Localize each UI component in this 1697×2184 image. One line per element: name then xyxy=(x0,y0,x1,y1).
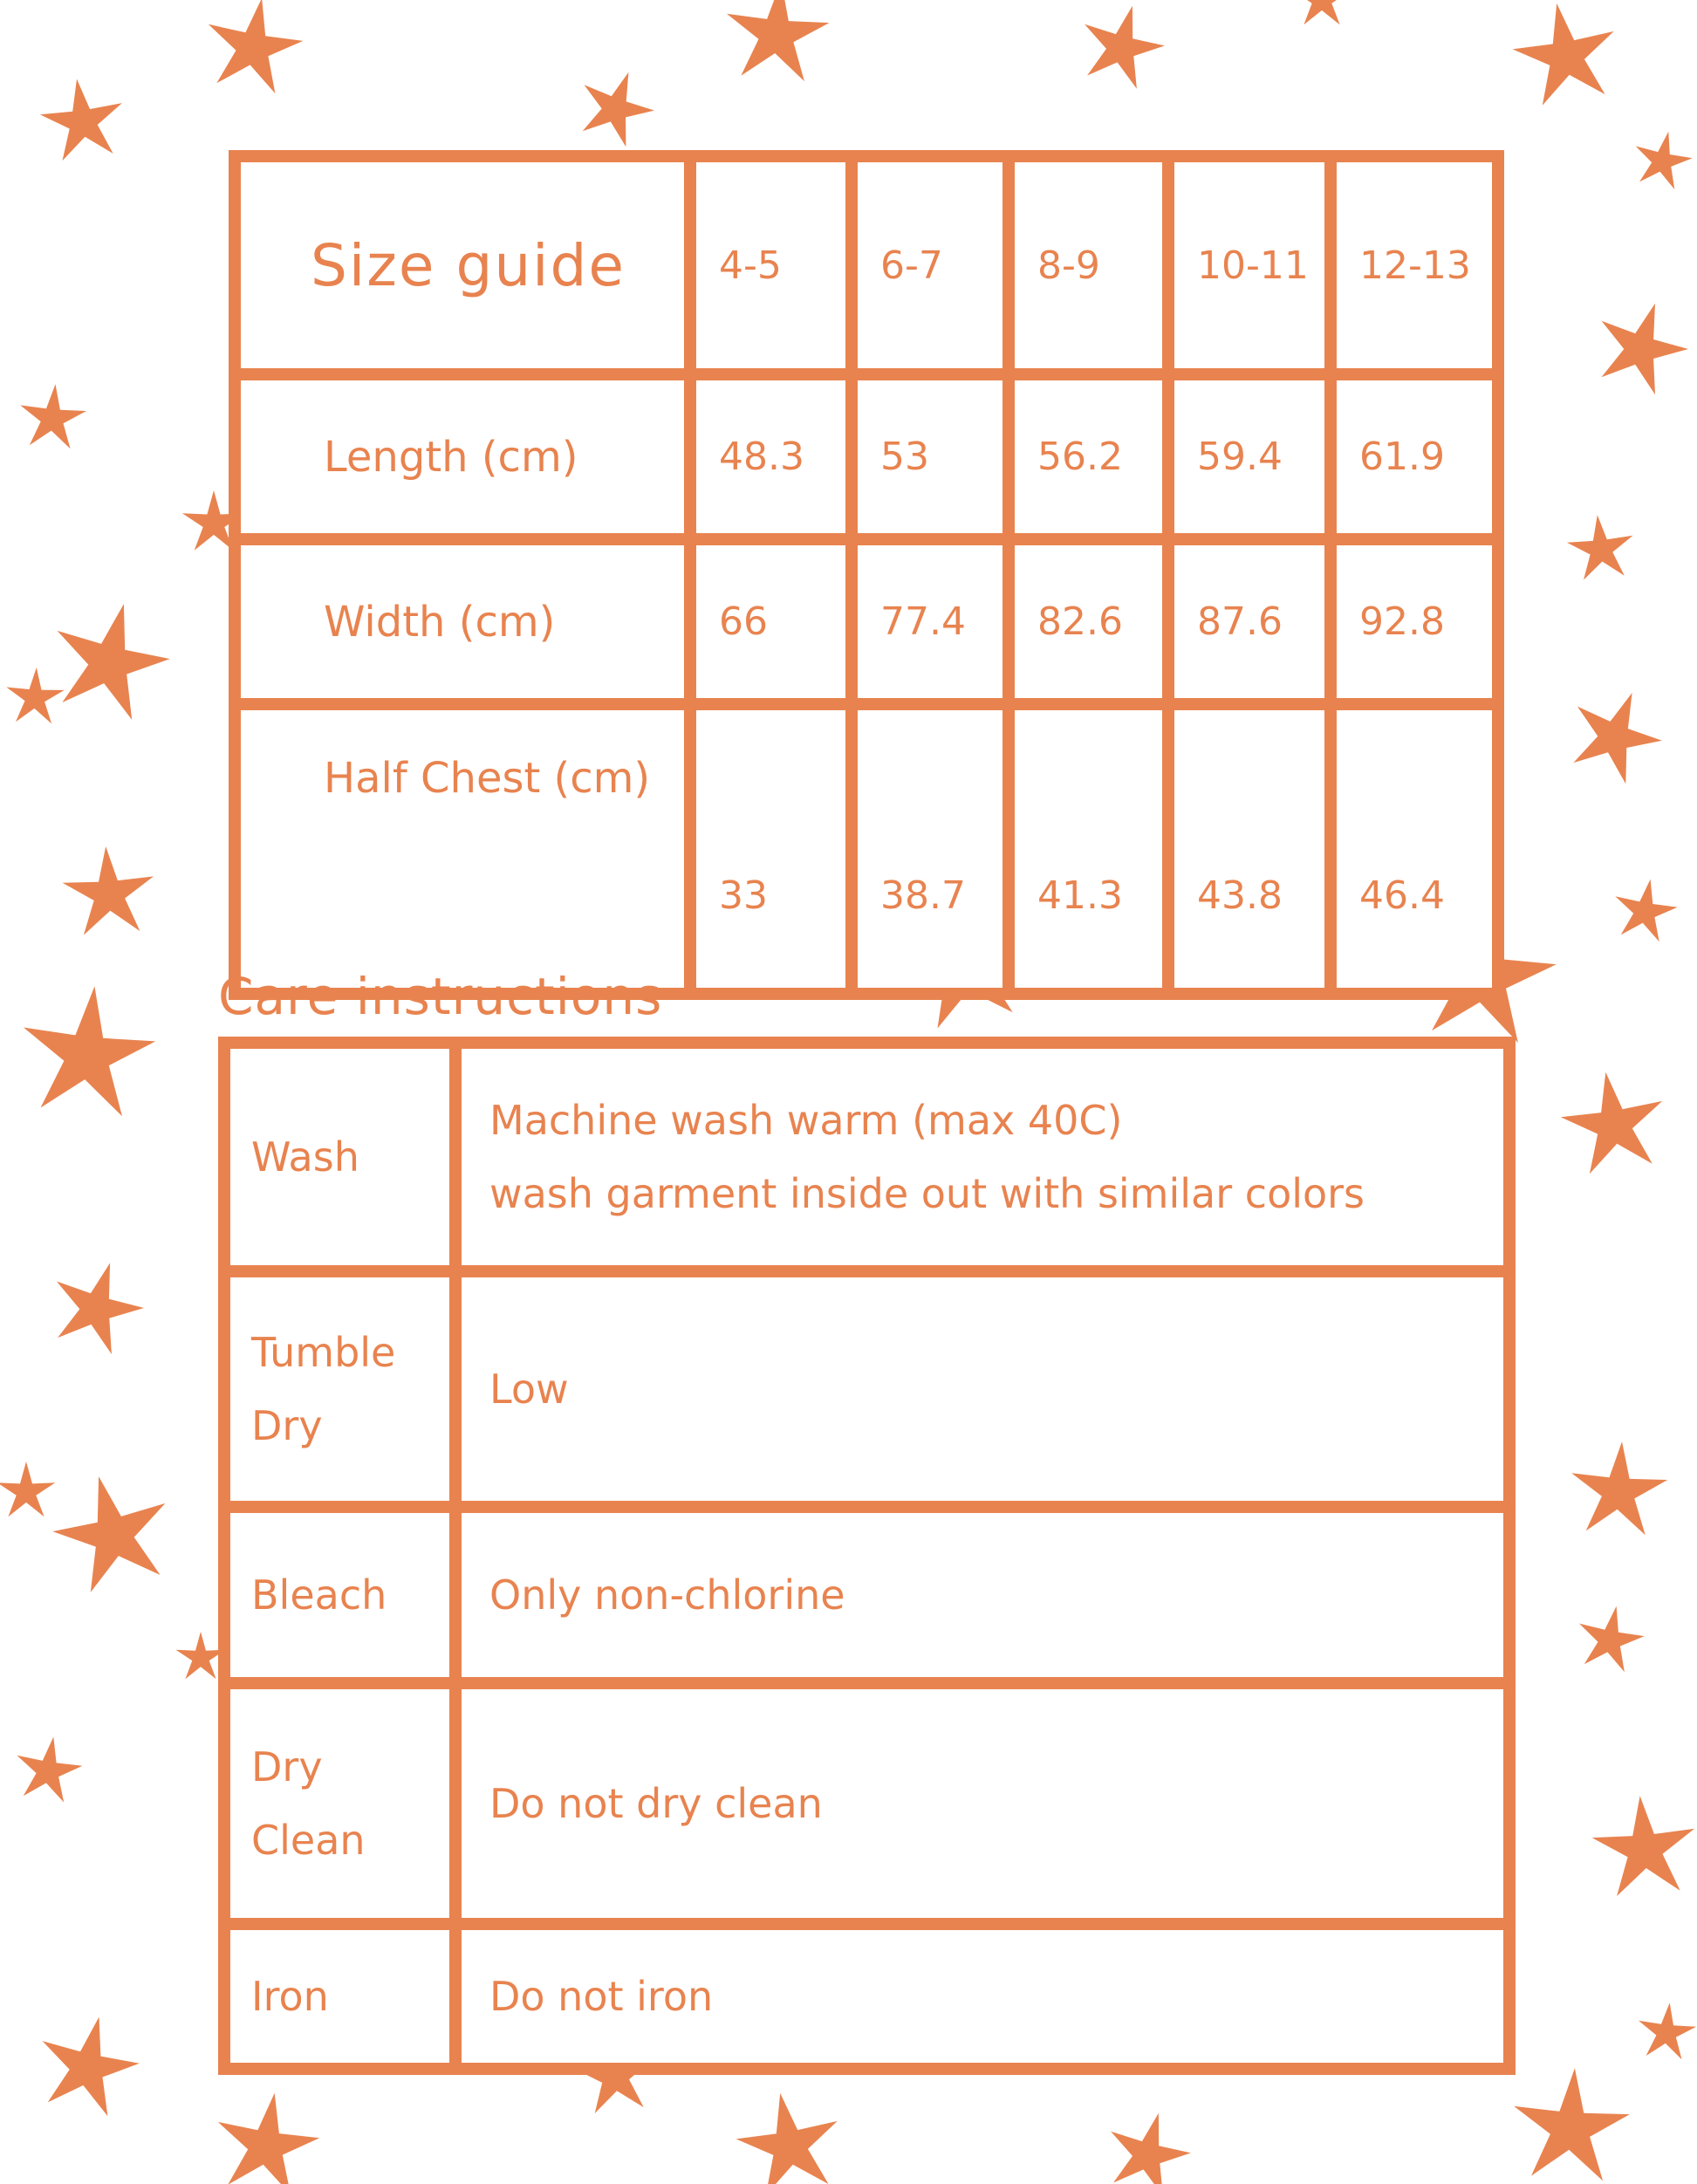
size-row-width xyxy=(235,539,1498,704)
star-icon xyxy=(0,1462,55,1516)
star-icon xyxy=(63,846,154,935)
size-value: 33 xyxy=(690,704,852,994)
star-icon xyxy=(209,0,304,93)
star-icon xyxy=(1592,1796,1695,1896)
care-value xyxy=(455,1271,1509,1507)
size-guide-title: Size guide xyxy=(235,156,690,374)
star-icon xyxy=(1579,1606,1645,1673)
care-label-line: Dry xyxy=(251,1402,323,1449)
size-value: 92.8 xyxy=(1331,539,1498,704)
care-value xyxy=(455,1683,1509,1924)
star-icon xyxy=(727,0,830,81)
care-value xyxy=(455,1507,1509,1683)
star-icon xyxy=(40,79,122,161)
size-value: 61.9 xyxy=(1331,374,1498,539)
size-value: 59.4 xyxy=(1168,374,1331,539)
star-icon xyxy=(43,2017,140,2117)
care-label-line: Iron xyxy=(251,1973,329,2020)
care-row-tumble-dry xyxy=(224,1271,1509,1507)
size-value: 77.4 xyxy=(852,539,1009,704)
size-value: 41.3 xyxy=(1009,704,1168,994)
star-icon xyxy=(57,1263,144,1354)
care-row-wash xyxy=(224,1043,1509,1271)
star-icon xyxy=(1513,3,1614,106)
star-icon xyxy=(1571,1441,1667,1535)
size-value: 48.3 xyxy=(690,374,852,539)
star-icon xyxy=(1561,1072,1662,1174)
care-value-line: Low xyxy=(489,1366,569,1413)
star-icon xyxy=(1567,515,1633,579)
care-value-line: Machine wash warm (max 40C) xyxy=(489,1097,1123,1144)
size-header-12-13: 12-13 xyxy=(1331,156,1498,374)
size-row-half-chest xyxy=(235,704,1498,994)
star-icon xyxy=(52,1476,165,1592)
star-icon xyxy=(1636,132,1693,189)
size-value: 43.8 xyxy=(1168,704,1331,994)
care-value-line: Only non-chlorine xyxy=(489,1571,845,1619)
care-label-line: Tumble xyxy=(251,1329,396,1376)
size-row-label: Half Chest (cm) xyxy=(235,704,690,994)
size-header-10-11: 10-11 xyxy=(1168,156,1331,374)
size-header-6-7: 6-7 xyxy=(852,156,1009,374)
care-value-line: Do not iron xyxy=(489,1973,714,2020)
care-instructions-title: Care instructions xyxy=(218,967,663,1026)
star-icon xyxy=(1573,693,1662,784)
care-label xyxy=(224,1924,455,2069)
care-label-line: Dry xyxy=(251,1743,323,1790)
star-icon xyxy=(1514,2068,1630,2181)
size-row-length xyxy=(235,374,1498,539)
star-icon xyxy=(218,2093,319,2184)
size-value: 66 xyxy=(690,539,852,704)
care-value xyxy=(455,1043,1509,1271)
care-label xyxy=(224,1507,455,1683)
care-row-dry-clean xyxy=(224,1683,1509,1924)
size-guide-header-row xyxy=(235,156,1498,374)
size-header-8-9: 8-9 xyxy=(1009,156,1168,374)
size-header-4-5: 4-5 xyxy=(690,156,852,374)
star-icon xyxy=(24,986,155,1116)
care-label xyxy=(224,1271,455,1507)
size-value: 53 xyxy=(852,374,1009,539)
star-icon xyxy=(1111,2113,1191,2184)
care-value-line: Do not dry clean xyxy=(489,1780,823,1827)
care-label xyxy=(224,1683,455,1924)
star-icon xyxy=(583,72,654,147)
star-icon xyxy=(1293,0,1351,24)
star-icon xyxy=(20,384,86,448)
star-icon xyxy=(6,668,65,723)
size-value: 46.4 xyxy=(1331,704,1498,994)
size-row-label: Length (cm) xyxy=(235,374,690,539)
star-icon xyxy=(58,604,170,720)
star-icon xyxy=(1602,304,1689,395)
star-icon xyxy=(17,1737,82,1803)
care-value xyxy=(455,1924,1509,2069)
star-icon xyxy=(1639,2003,1696,2059)
size-row-label: Width (cm) xyxy=(235,539,690,704)
size-value: 56.2 xyxy=(1009,374,1168,539)
star-icon xyxy=(736,2093,838,2184)
care-row-bleach xyxy=(224,1507,1509,1683)
star-icon xyxy=(1615,880,1677,942)
size-value: 82.6 xyxy=(1009,539,1168,704)
size-value: 38.7 xyxy=(852,704,1009,994)
size-value: 87.6 xyxy=(1168,539,1331,704)
care-value-line: wash garment inside out with similar colors xyxy=(489,1170,1365,1217)
care-label-line: Bleach xyxy=(251,1571,387,1619)
size-guide-table xyxy=(229,150,1504,1000)
care-label xyxy=(224,1043,455,1271)
care-instructions-table xyxy=(218,1037,1516,2075)
star-icon xyxy=(1085,6,1165,89)
care-label-line: Clean xyxy=(251,1817,366,1864)
care-label-line: Wash xyxy=(251,1133,359,1181)
care-row-iron xyxy=(224,1924,1509,2069)
